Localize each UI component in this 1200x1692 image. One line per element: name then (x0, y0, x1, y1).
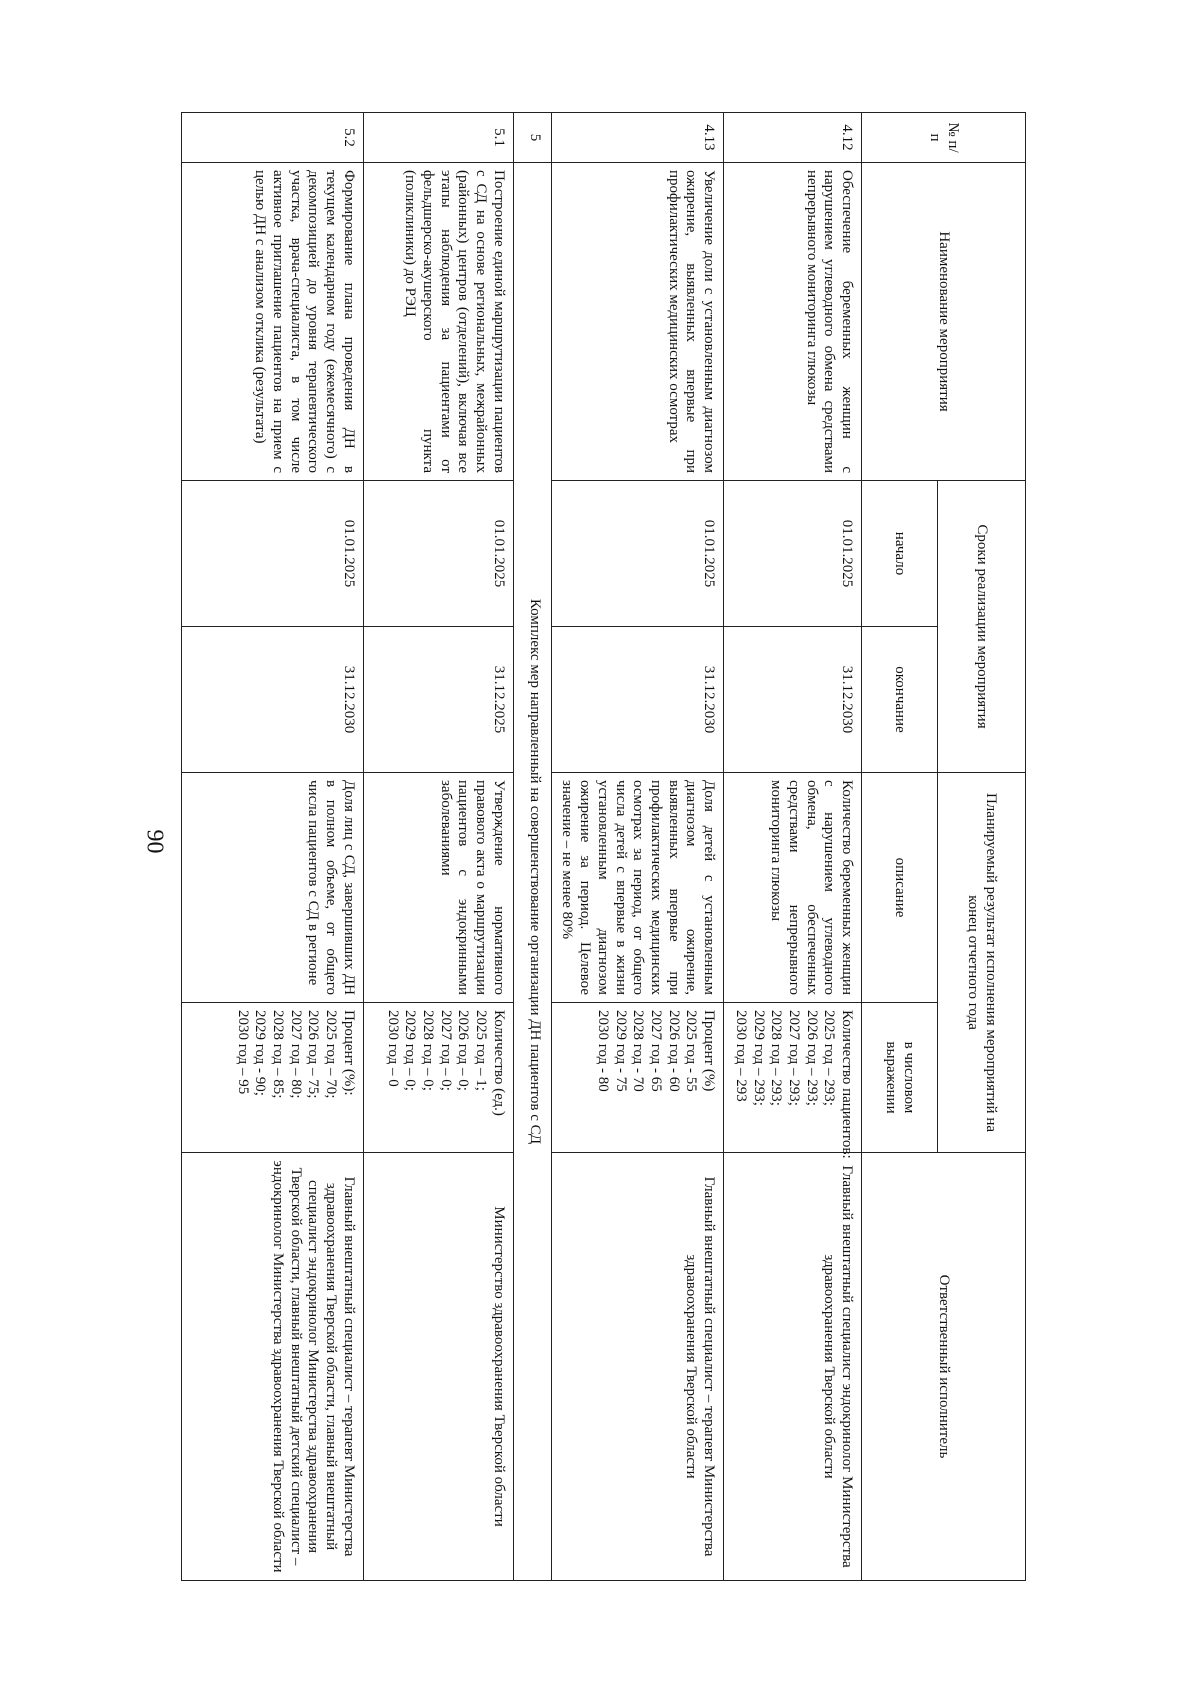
section-row (513, 113, 551, 1581)
value-line: 2030 год – 293 (732, 1010, 749, 1102)
row-num: 4.12 (724, 113, 862, 163)
row-values (724, 1003, 862, 1159)
row-responsible: Министерство здравоохранения Тверской области (363, 1153, 513, 1581)
value-line: 2025 год - 55 (683, 1010, 700, 1092)
header-terms: Сроки реализации мероприятия (938, 481, 1026, 773)
row-values (363, 1003, 513, 1153)
table-row (363, 113, 513, 1581)
row-end: 31.12.2030 (181, 627, 363, 773)
value-line: Процент (%) (701, 1010, 717, 1092)
row-name: Построение единой маршрутизации пациентов с СД на основе региональных, межрайонных (районных) центров (отделений), включая все этапы наблюдения за пациентами от фельдшерско-акушерского пункта (поликлиники) до РЭЦ (363, 163, 513, 481)
value-line: 2029 год – 0; (402, 1010, 419, 1091)
value-line: 2027 год – 80; (287, 1010, 304, 1099)
table-row (181, 113, 363, 1581)
value-line: 2026 год - 60 (665, 1010, 682, 1092)
row-values (181, 1003, 363, 1153)
row-name: Увеличение доли с установленным диагнозом ожирение, выявленных впервые при профилактических медицинских осмотрах (551, 163, 723, 481)
value-line: 2028 год – 85; (270, 1010, 287, 1099)
measures-table (181, 112, 1026, 1581)
value-line: 2028 год – 0; (420, 1010, 437, 1091)
row-num: 4.13 (551, 113, 723, 163)
value-line: Количество (ед.) (490, 1010, 507, 1116)
value-line: 2026 год – 0; (455, 1010, 472, 1091)
value-line: Количество пациентов: (839, 1010, 855, 1159)
table-row (551, 113, 723, 1581)
value-line: 2027 год – 293; (785, 1010, 802, 1106)
row-name: Обеспечение беременных женщин с нарушением углеводного обмена средствами непрерывного мониторинга глюкозы (724, 163, 862, 481)
value-line: 2030 год - 80 (594, 1010, 611, 1092)
row-description: Доля лиц с СД, завершивших ДН в полном объеме, от общего числа пациентов с СД в регионе (181, 773, 363, 1003)
value-line: 2029 год - 75 (612, 1010, 629, 1092)
value-line: 2029 год – 293; (750, 1010, 767, 1106)
value-line: 2025 год – 1; (473, 1010, 490, 1091)
row-start: 01.01.2025 (363, 481, 513, 627)
row-responsible: Главный внештатный специалист – терапевт Министерства здравоохранения Тверской области (551, 1153, 723, 1581)
row-start: 01.01.2025 (724, 481, 862, 627)
header-num: № п/п (862, 113, 1026, 163)
row-num: 5.1 (363, 113, 513, 163)
row-start: 01.01.2025 (551, 481, 723, 627)
row-name: Формирование плана проведения ДН в текущем календарном году (ежемесячного) с декомпозицией до уровня терапевтического участка, врача-специалиста, в том числе активное приглашение пациентов на прием с целью ДН с анализом отклика (результата) (181, 163, 363, 481)
row-end: 31.12.2030 (724, 627, 862, 773)
header-result: Планируемый результат исполнения мероприятий на конец отчетного года (938, 773, 1026, 1153)
header-description: описание (862, 773, 938, 1003)
header-numeric: в числовом выражении (862, 1003, 938, 1153)
value-line: 2030 год – 0 (384, 1010, 401, 1087)
section-num: 5 (513, 113, 551, 163)
value-line: 2026 год – 75; (305, 1010, 322, 1099)
row-num: 5.2 (181, 113, 363, 163)
row-description: Утверждение нормативного правового акта о маршрутизации пациентов с эндокринными заболеваниями (363, 773, 513, 1003)
section-title: Комплекс мер направленный на совершенствование организации ДН пациентов с СД (513, 163, 551, 1581)
value-line: 2029 год - 90; (252, 1010, 269, 1096)
row-end: 31.12.2030 (551, 627, 723, 773)
row-end: 31.12.2025 (363, 627, 513, 773)
page-number: 90 (141, 829, 168, 854)
header-name: Наименование мероприятия (862, 163, 1026, 481)
row-description: Количество беременных женщин с нарушением углеводного обмена, обеспеченных средствами непрерывного мониторинга глюкозы (724, 773, 862, 1003)
value-line: 2026 год – 293; (803, 1010, 820, 1106)
header-responsible: Ответственный исполнитель (862, 1153, 1026, 1581)
row-values (551, 1003, 723, 1153)
value-line: Процент (%): (340, 1010, 357, 1096)
row-responsible: Главный внештатный специалист – терапевт Министерства здравоохранения Тверской области, главный внештатный специалист эндокринолог Министерства здравоохранения Тверской области, главный внештатный детский специалист – эндокринолог Министерства здравоохранения Тверской области (181, 1153, 363, 1581)
value-line: 2025 год – 70; (323, 1010, 340, 1099)
header-start: начало (862, 481, 938, 627)
table-row (724, 113, 862, 1581)
row-responsible: Главный внештатный специалист эндокринолог Министерства здравоохранения Тверской области (724, 1153, 862, 1581)
value-line: 2027 год - 65 (647, 1010, 664, 1092)
value-line: 2025 год – 293; (821, 1010, 838, 1106)
value-line: 2028 год - 70 (630, 1010, 647, 1092)
value-line: 2027 год – 0; (437, 1010, 454, 1091)
row-description: Доля детей с установленным диагнозом ожирение, выявленных впервые при профилактических медицинских осмотрах за период, от общего числа детей с впервые в жизни установленным диагнозом ожирение за период. Целевое значение – не менее 80% (551, 773, 723, 1003)
rotated-table-container (174, 112, 1026, 1580)
header-end: окончание (862, 627, 938, 773)
value-line: 2030 год – 95 (234, 1010, 251, 1095)
value-line: 2028 год – 293; (768, 1010, 785, 1106)
row-start: 01.01.2025 (181, 481, 363, 627)
